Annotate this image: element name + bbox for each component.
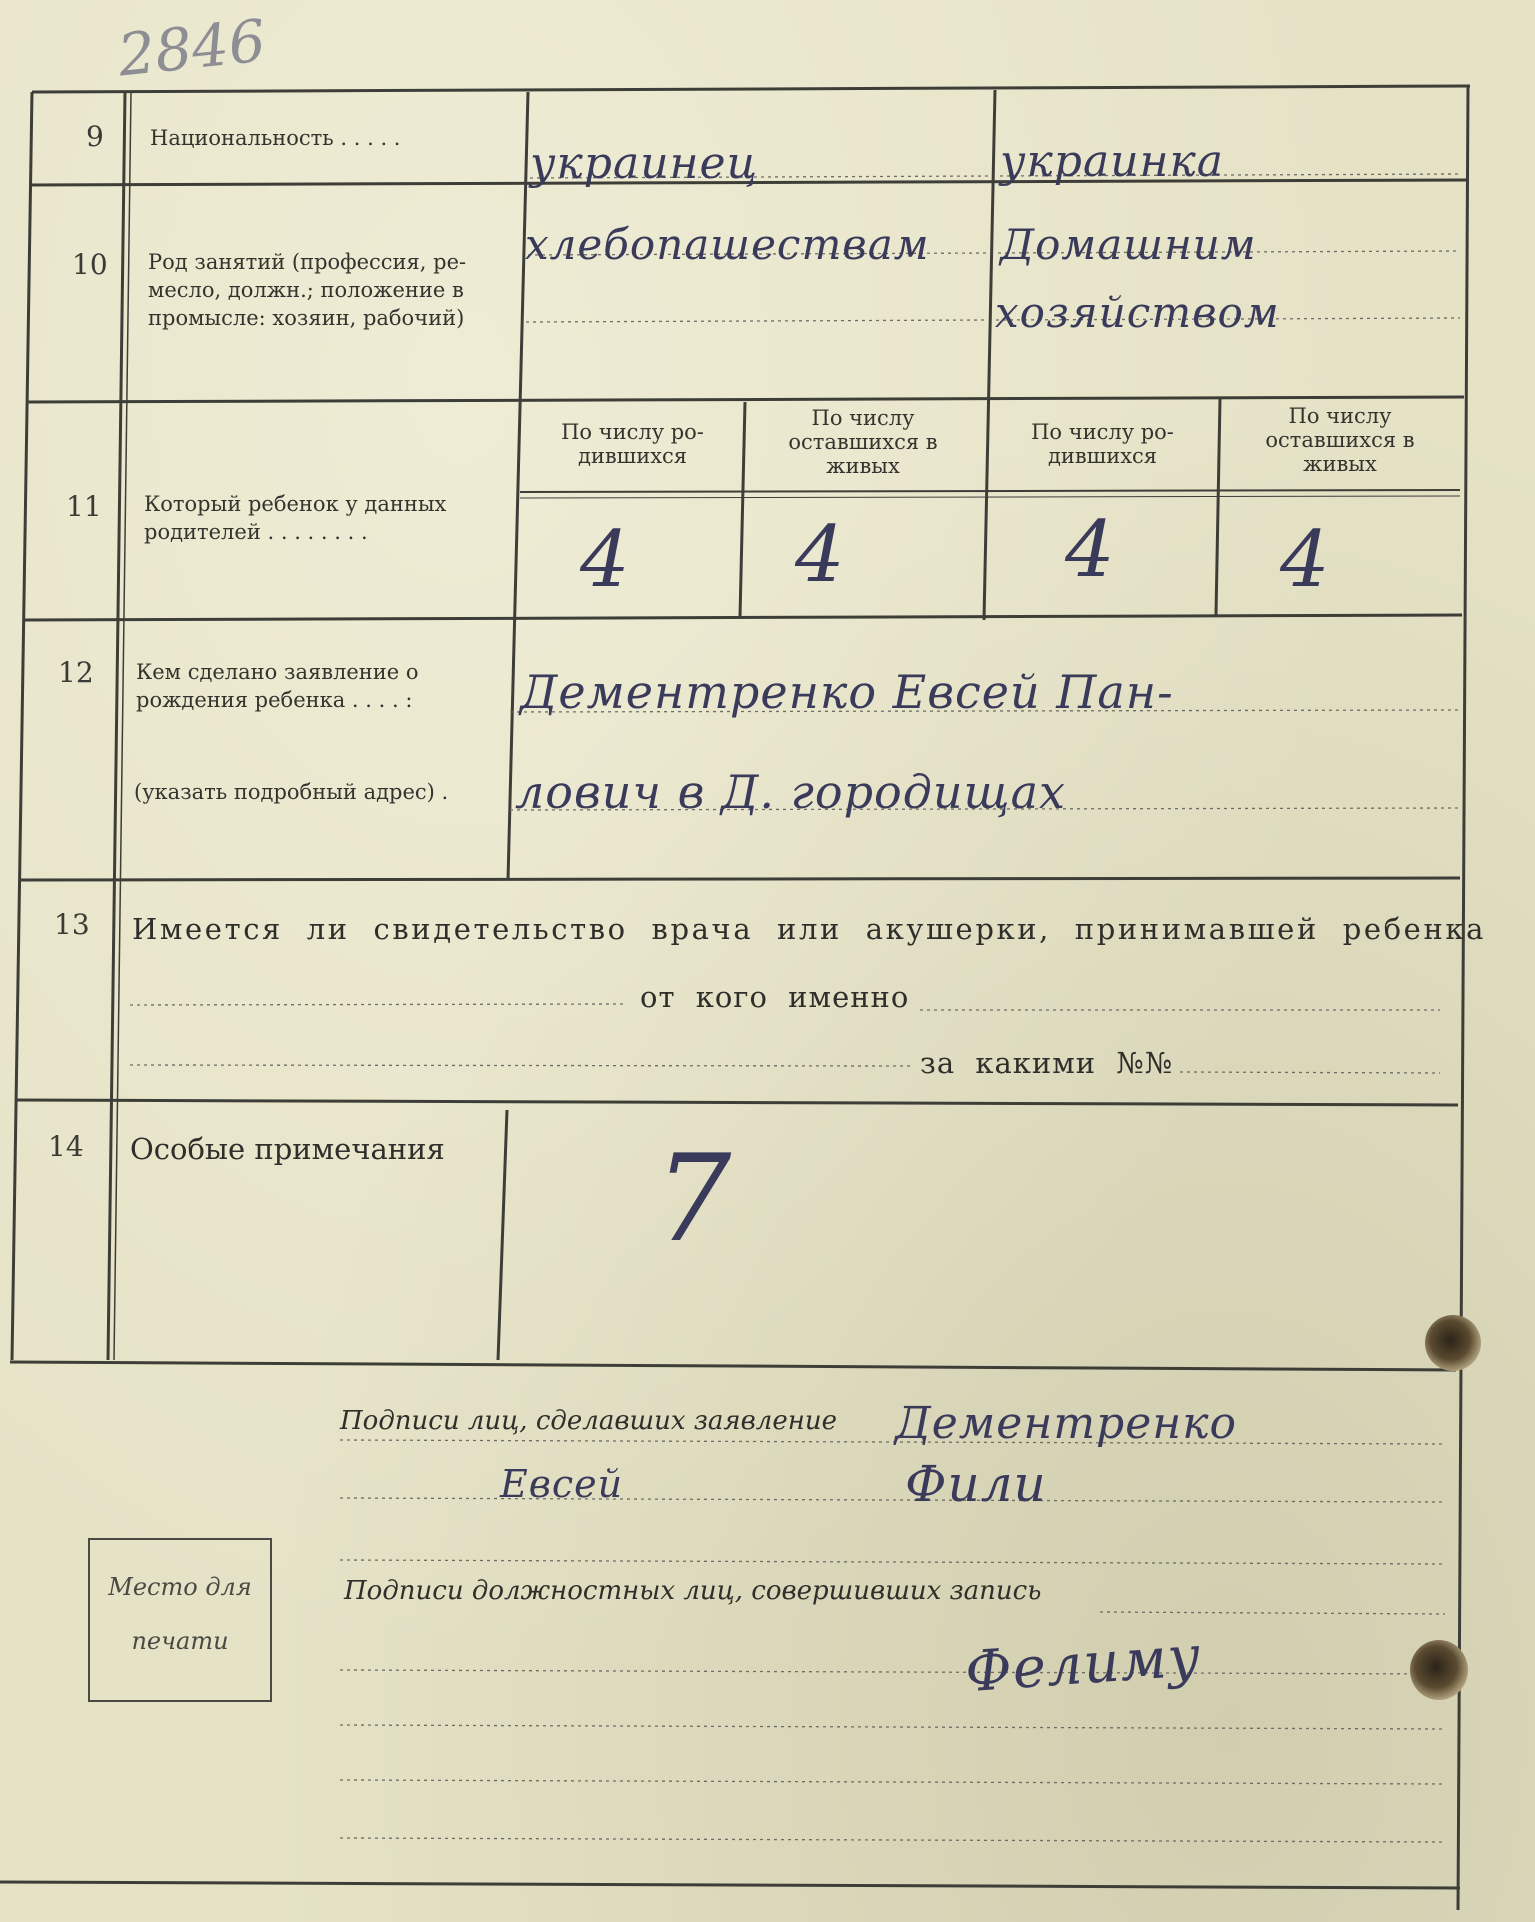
- row-11-label-line-1: Который ребенок у данных: [144, 492, 447, 516]
- row-11-value-mother-alive: 4: [1280, 515, 1331, 605]
- applicant-signature-1: Дементренко: [895, 1398, 1237, 1449]
- row-14-value: 7: [655, 1130, 733, 1269]
- subhead-line: дившихся: [1047, 444, 1158, 468]
- row-10-number: 10: [72, 248, 108, 281]
- row-11-subhead-mother-born: [990, 420, 1215, 468]
- row-11-subhead-father-alive: [748, 406, 978, 478]
- row-12-value-line-1: Дементренко Евсей Пан-: [520, 665, 1174, 719]
- row-9-number: 9: [86, 120, 104, 153]
- row-13-numbers-label: за какими №№: [920, 1046, 1174, 1080]
- applicant-signature-3: Фили: [905, 1455, 1047, 1513]
- officials-signatures-label: Подписи должностных лиц, совершивших запись: [344, 1576, 1042, 1606]
- applicants-signatures-label: Подписи лиц, сделавших заявление: [340, 1406, 837, 1436]
- row-11-label-line-2: родителей . . . . . . . .: [144, 520, 368, 544]
- row-14-number: 14: [48, 1130, 84, 1163]
- subhead-line: По числу: [1288, 404, 1392, 428]
- row-10-label-line-2: месло, должн.; положение в: [148, 278, 464, 302]
- row-10-mother-value-line-2: хозяйством: [995, 288, 1280, 337]
- row-12-label-line-1: Кем сделано заявление о: [136, 660, 419, 684]
- subhead-line: дившихся: [577, 444, 688, 468]
- row-11-value-father-alive: 4: [795, 510, 846, 600]
- punch-hole-bottom: [1410, 1640, 1468, 1700]
- row-10-label-line-1: Род занятий (профессия, ре-: [148, 250, 467, 274]
- row-11-subhead-mother-alive: [1222, 404, 1458, 476]
- row-9-father-value: украинец: [530, 138, 759, 189]
- row-14-label: Особые примечания: [130, 1132, 445, 1166]
- subhead-line: По числу ро-: [561, 420, 704, 444]
- archive-number: 2846: [114, 6, 269, 90]
- subhead-line: живых: [1303, 452, 1377, 476]
- row-12-label: [136, 658, 419, 714]
- row-12-label-line-2: рождения ребенка . . . . :: [136, 688, 413, 712]
- row-13-from-whom-label: от кого именно: [640, 980, 910, 1014]
- row-11-number: 11: [66, 490, 102, 523]
- subhead-line: По числу ро-: [1031, 420, 1174, 444]
- punch-hole-top: [1425, 1315, 1481, 1371]
- stamp-label-line-1: Место для: [108, 1573, 252, 1601]
- row-11-label: [144, 490, 446, 546]
- row-12-value-line-2: лович в Д. городищах: [515, 765, 1066, 819]
- row-12-number: 12: [58, 656, 94, 689]
- subhead-line: живых: [826, 454, 900, 478]
- official-signature: Фелиму: [963, 1623, 1204, 1706]
- row-10-label: [148, 248, 466, 332]
- stamp-placeholder-box: [88, 1538, 272, 1702]
- subhead-line: По числу: [811, 406, 915, 430]
- row-11-subhead-father-born: [525, 420, 740, 468]
- subhead-line: оставшихся в: [1265, 428, 1415, 452]
- row-11-value-mother-born: 4: [1065, 505, 1116, 595]
- row-10-mother-value-line-1: Домашним: [1000, 220, 1257, 269]
- row-13-number: 13: [54, 908, 90, 941]
- applicant-signature-2: Евсей: [500, 1462, 624, 1506]
- row-10-label-line-3: промысле: хозяин, рабочий): [148, 306, 465, 330]
- row-12-address-label: (указать подробный адрес) .: [134, 780, 449, 804]
- row-13-text: Имеется ли свидетельство врача или акушерки, принимавшей ребенка: [132, 912, 1486, 946]
- subhead-line: оставшихся в: [788, 430, 938, 454]
- row-11-value-father-born: 4: [580, 515, 631, 605]
- row-9-label: Национальность . . . . .: [150, 126, 401, 150]
- stamp-label-line-2: печати: [131, 1627, 229, 1655]
- row-9-mother-value: украинка: [1000, 136, 1225, 187]
- row-10-father-value: хлебопашествам: [525, 220, 930, 269]
